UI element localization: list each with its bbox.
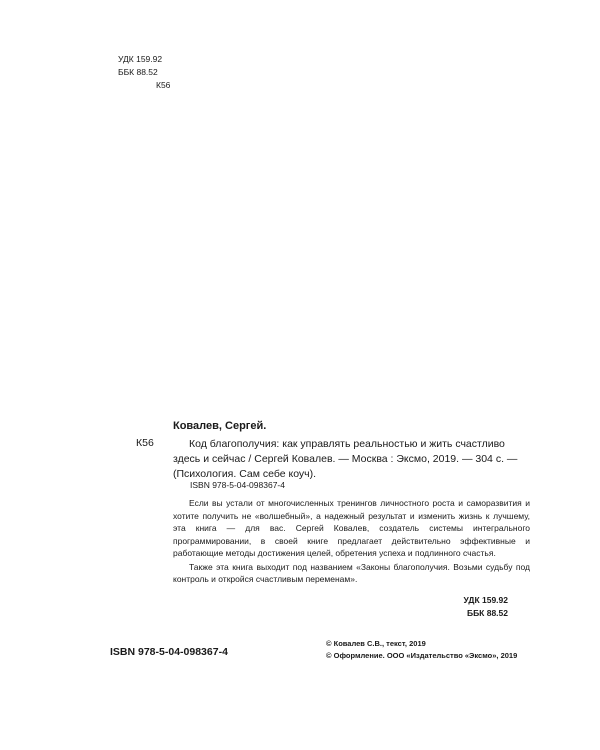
classification-block: [464, 594, 508, 619]
copyright-text: © Ковалев С.В., текст, 2019: [326, 639, 426, 648]
copyright-design: © Оформление. ООО «Издательство «Эксмо», 2019: [326, 650, 518, 660]
annotation-paragraph-1: Если вы устали от многочисленных тренингов личностного роста и самоpазвития и хотите получить не «волшебный», а надежный результат и изменить жизнь к лучшему, эта книга — для вас. Сергей Ковалев, создатель системы интегрального программировании, в своей книге предлагает действительно эффективные и работающие методы достижения целей, обретения успеха и подлинного счастья.: [173, 498, 530, 558]
annotation: [173, 497, 530, 586]
bbk-code: ББК 88.52: [118, 67, 158, 77]
isbn-footer: ISBN 978-5-04-098367-4: [110, 646, 228, 658]
copyright-block: [326, 638, 517, 661]
isbn-line: ISBN 978-5-04-098367-4: [190, 480, 285, 490]
author-mark-left: К56: [136, 437, 154, 449]
udk-code-right: УДК 159.92: [463, 595, 508, 605]
udk-header-block: [118, 53, 170, 92]
annotation-paragraph-2: Также эта книга выходит под названием «Законы благополучия. Возьми судьбу под контроль и откройся счастливым переменам».: [173, 561, 530, 584]
author-mark: К56: [156, 80, 171, 90]
author-name: Ковалев, Сергей.: [173, 420, 267, 432]
bibliographic-description: Код благополучия: как управлять реальностью и жить счастливо здесь и сейчас / Сергей Ковалев. — Москва : Эксмо, 2019. — 304 с. — (Психология. Сам себе коуч).: [173, 438, 518, 480]
udk-code: УДК 159.92: [118, 54, 163, 64]
bbk-code-right: ББК 88.52: [466, 607, 508, 618]
